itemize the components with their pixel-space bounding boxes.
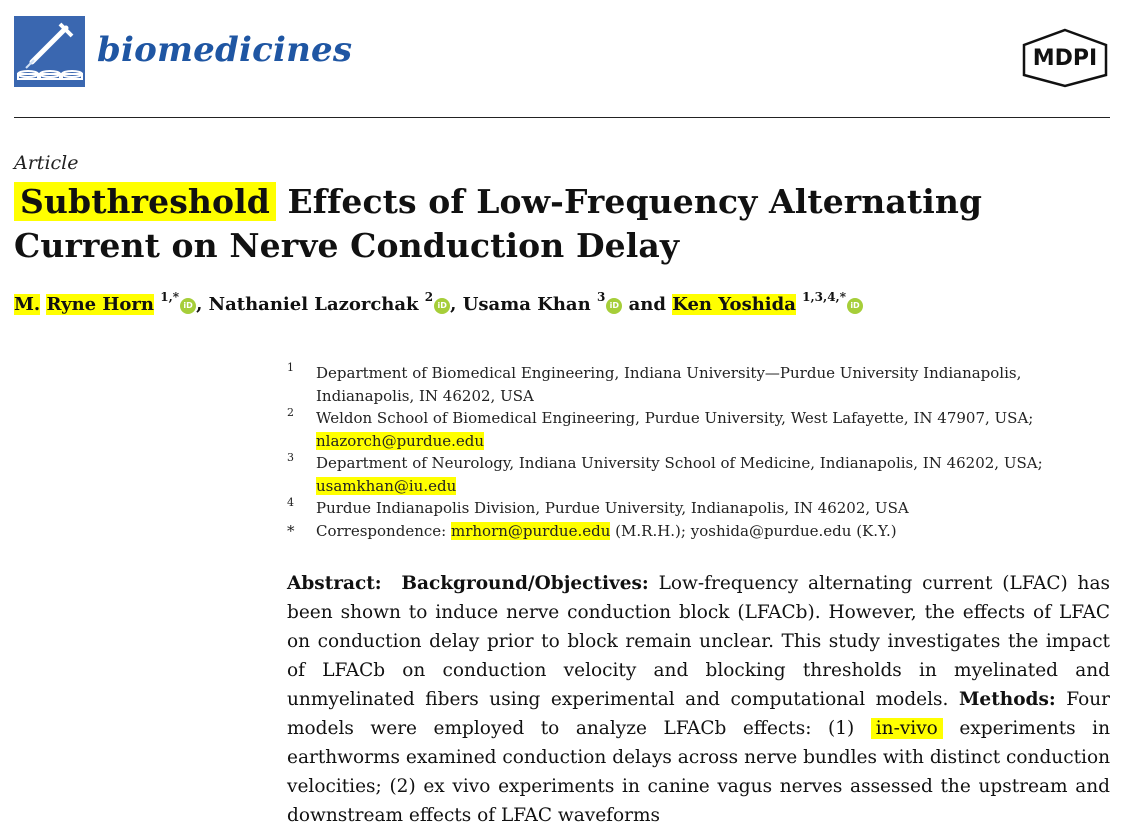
affiliation-number: 4 (287, 496, 294, 509)
publisher-logo-text: MDPI (1032, 46, 1098, 71)
journal-header (14, 16, 1110, 92)
journal-logo-icon (14, 16, 85, 87)
author-separator: , (196, 294, 203, 315)
abstract-label: Abstract: (287, 573, 382, 594)
author-name[interactable]: Ken Yoshida (672, 294, 796, 315)
orcid-icon[interactable]: iD (434, 298, 450, 314)
affiliation-text: Purdue Indianapolis Division, Purdue University, Indianapolis, IN 46202, USA (316, 499, 909, 517)
author-affil-sup: 3 (596, 290, 606, 304)
abstract (287, 569, 1110, 830)
affiliation-item (287, 497, 1047, 520)
correspondence-star: * (287, 521, 295, 540)
orcid-icon[interactable]: iD (180, 298, 196, 314)
abstract-highlight: in-vivo (871, 718, 943, 739)
correspondence-label: Correspondence: (316, 521, 447, 540)
affiliation-item (287, 362, 1047, 407)
affiliation-item (287, 452, 1047, 497)
author-name[interactable]: Usama Khan (462, 294, 591, 315)
author-list (14, 292, 1114, 315)
article-type: Article (14, 152, 79, 174)
journal-name: biomedicines (97, 30, 353, 70)
affiliation-text: Indianapolis, IN 46202, USA (316, 386, 534, 405)
abstract-text: Low-frequency alternating current (LFAC) has been shown to induce nerve conduction block (LFACb). However, the effects of LFAC on conduction delay prior to block remain unclear. This study investigates the impact of LFACb on conduction velocity and blocking thresholds in myelinated and unmyelinated fibers using experimental and computational models. (287, 573, 1110, 710)
correspondence-rest: (M.R.H.); yoshida@purdue.edu (K.Y.) (615, 521, 897, 540)
affiliation-text: Weldon School of Biomedical Engineering, Purdue University, West Lafayette, IN 47907, USA; (316, 409, 1034, 427)
email-link[interactable]: mrhorn@purdue.edu (450, 521, 611, 540)
author-affil-sup: 2 (424, 290, 434, 304)
title-highlight: Subthreshold (14, 182, 276, 221)
article-title (14, 180, 1114, 268)
author-affil-sup: 1,* (160, 290, 180, 304)
affiliation-number: 1 (287, 361, 294, 374)
background-label: Background/Objectives: (401, 573, 649, 594)
orcid-icon[interactable]: iD (606, 298, 622, 314)
methods-label: Methods: (958, 689, 1056, 710)
affiliation-number: 2 (287, 406, 294, 419)
abstract-text: experiments in earthworms examined conduction delays across nerve bundles with distinct conduction velocities; (2) ex vivo experiments in canine vagus nerves assessed the upstream and downstream effects of LFAC waveforms (287, 718, 1111, 826)
author-name[interactable]: M. (14, 294, 41, 315)
header-divider (14, 117, 1110, 118)
author-affil-sup: 1,3,4,* (802, 290, 847, 304)
author-separator: and (628, 294, 666, 315)
affiliation-item (287, 407, 1047, 452)
affiliation-text: Department of Biomedical Engineering, Indiana University—Purdue University Indianapolis, (316, 364, 1022, 382)
author-separator: , (450, 294, 457, 315)
email-link[interactable]: nlazorch@purdue.edu (316, 431, 485, 450)
correspondence (287, 520, 1047, 543)
email-link[interactable]: usamkhan@iu.edu (316, 476, 457, 495)
abstract-text: Four models were employed to analyze LFACb effects: (1) (287, 689, 1110, 739)
affiliation-number: 3 (287, 451, 294, 464)
affiliation-text: Department of Neurology, Indiana University School of Medicine, Indianapolis, IN 46202, USA; (316, 454, 1043, 472)
affiliations (287, 362, 1047, 542)
author-name[interactable]: Ryne Horn (46, 294, 154, 315)
author-name[interactable]: Nathaniel Lazorchak (208, 294, 419, 315)
title-rest: Effects of Low-Frequency Alternating Current on Nerve Conduction Delay (14, 182, 983, 265)
mdpi-logo (1020, 28, 1110, 88)
orcid-icon[interactable]: iD (847, 298, 863, 314)
